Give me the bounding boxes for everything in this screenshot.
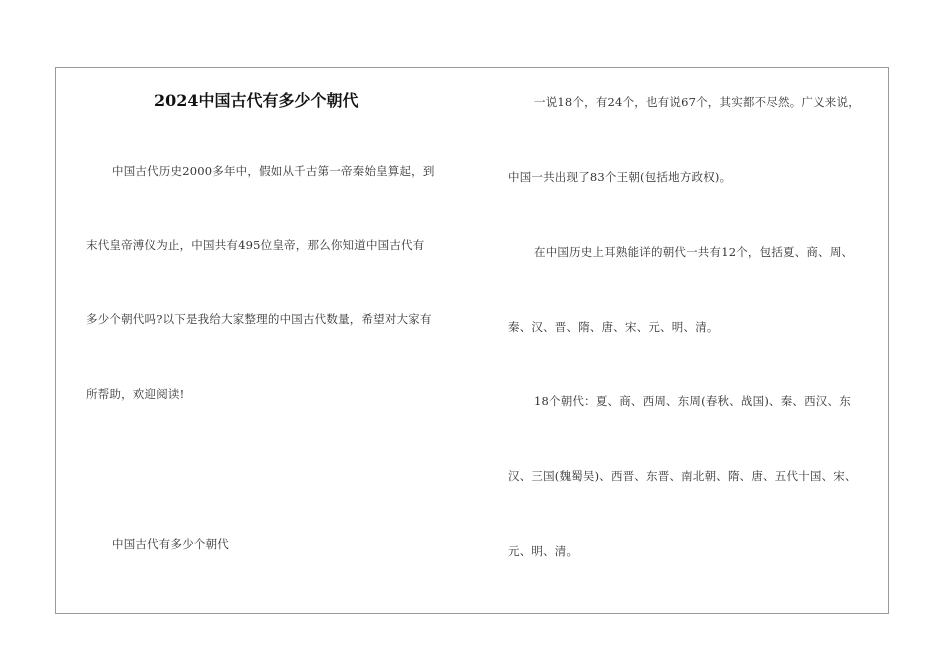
left-paragraph-line: 多少个朝代吗?以下是我给大家整理的中国古代数量，希望对大家有	[86, 312, 432, 326]
document-title: 2024中国古代有多少个朝代	[154, 91, 359, 110]
left-paragraph-line: 中国古代历史2000多年中，假如从千古第一帝秦始皇算起，到	[112, 164, 435, 178]
left-paragraph-line: 末代皇帝溥仪为止，中国共有495位皇帝，那么你知道中国古代有	[86, 238, 425, 252]
right-paragraph-line: 在中国历史上耳熟能详的朝代一共有12个，包括夏、商、周、	[534, 245, 854, 259]
right-paragraph-line: 秦、汉、晋、隋、唐、宋、元、明、清。	[508, 320, 719, 334]
right-paragraph-line: 汉、三国(魏蜀吴)、西晋、东晋、南北朝、隋、唐、五代十国、宋、	[508, 469, 857, 483]
right-paragraph-line: 中国一共出现了83个王朝(包括地方政权)。	[508, 170, 732, 184]
document-page	[55, 67, 889, 614]
right-paragraph-line: 元、明、清。	[508, 544, 579, 558]
section-subheading: 中国古代有多少个朝代	[112, 537, 229, 551]
left-paragraph-line: 所帮助，欢迎阅读!	[86, 387, 185, 401]
right-paragraph-line: 一说18个，有24个，也有说67个，其实都不尽然。广义来说，	[534, 95, 860, 109]
right-paragraph-line: 18个朝代：夏、商、西周、东周(春秋、战国)、秦、西汉、东	[534, 394, 851, 408]
